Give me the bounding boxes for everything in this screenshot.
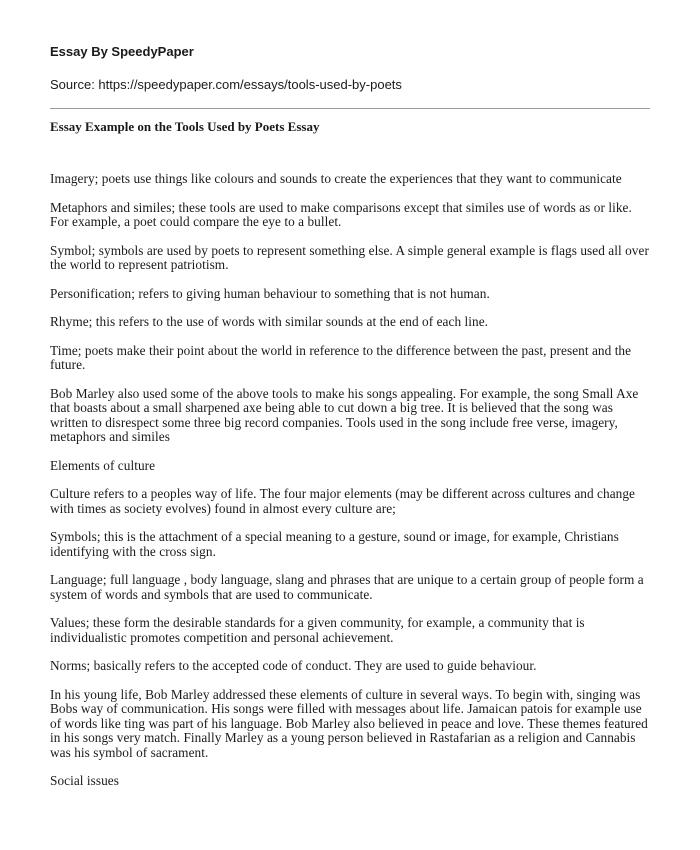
paragraph: Symbols; this is the attachment of a special meaning to a gesture, sound or image, for example, Christians identifying with the cross sign. [50, 529, 619, 559]
header-divider [50, 108, 650, 109]
paragraph: Bob Marley also used some of the above tools to make his songs appealing. For example, the song Small Axe that boasts about a small sharpened axe being able to cut down a big tree. It is believed that the song was written to disrespect some three big record companies. Tools used in the song include free verse, imagery, metaphors and similes [50, 385, 639, 444]
paragraph: Metaphors and similes; these tools are used to make comparisons except that similes use of words as or like. For example, a poet could compare the eye to a bullet. [50, 199, 632, 229]
section-heading: Elements of culture [50, 457, 156, 473]
source-line: Source: https://speedypaper.com/essays/tools-used-by-poets [50, 77, 402, 92]
paragraph: Time; poets make their point about the world in reference to the difference between the past, present and the future. [50, 342, 632, 372]
essay-body [50, 172, 650, 789]
paragraph: Rhyme; this refers to the use of words with similar sounds at the end of each line. [50, 314, 489, 329]
paragraph: Language; full language , body language, slang and phrases that are unique to a certain group of people form a system of words and symbols that are used to communicate. [50, 572, 644, 602]
paragraph: Imagery; poets use things like colours and sounds to create the experiences that they want to communicate [50, 171, 622, 186]
essay-title: Essay Example on the Tools Used by Poets Essay [50, 119, 320, 134]
paragraph: In his young life, Bob Marley addressed these elements of culture in several ways. To begin with, singing was Bobs way of communication. His songs were filled with messages about life. Jamaican patois for example use of words like ting was part of his language. Bob Marley also believed in peace and love. These themes featured in his songs very match. Finally Marley as a young person believed in Rastafarian as a religion and Cannabis was his symbol of sacrament. [50, 686, 648, 760]
paragraph: Culture refers to a peoples way of life. The four major elements (may be different across cultures and change with times as society evolves) found in almost every culture are; [50, 486, 635, 516]
section-heading: Social issues [50, 773, 119, 788]
paragraph: Symbol; symbols are used by poets to represent something else. A simple general example is flags used all over the world to represent patriotism. [50, 242, 649, 272]
paragraph: Personification; refers to giving human behaviour to something that is not human. [50, 285, 490, 301]
paragraph: Values; these form the desirable standards for a given community, for example, a community that is individualistic promotes competition and personal achievement. [50, 615, 585, 645]
paragraph: Norms; basically refers to the accepted code of conduct. They are used to guide behaviour. [50, 658, 537, 673]
document-header-title: Essay By SpeedyPaper [50, 44, 194, 59]
